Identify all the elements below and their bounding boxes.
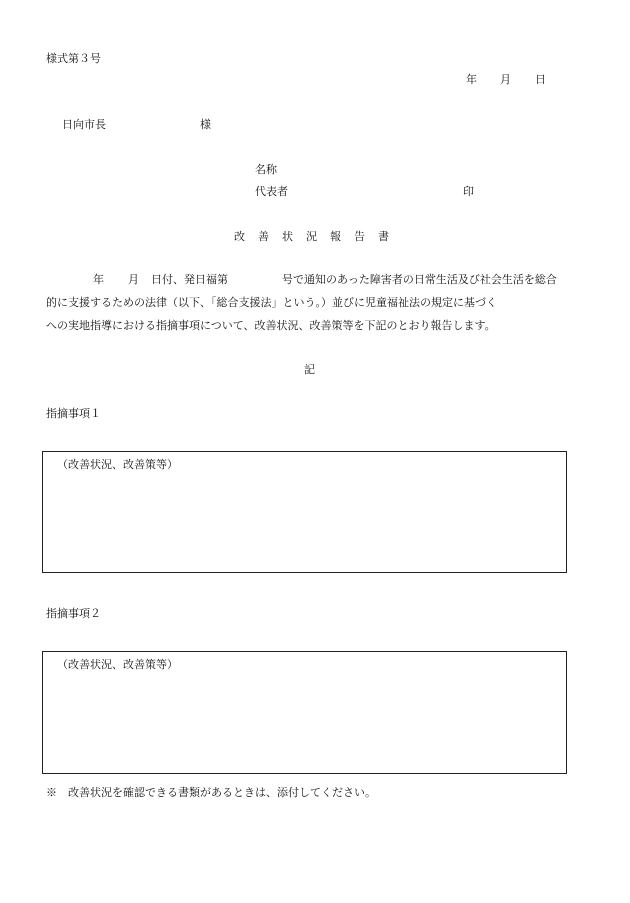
title-char: 告 <box>354 230 365 243</box>
form-number: 様式第３号 <box>46 52 101 65</box>
body-line2: 的に支援するための法律（以下、「総合支援法」という。）並びに児童福祉法の規定に基づく <box>46 296 497 309</box>
date-day: 日 <box>535 73 546 86</box>
item-2-heading: 指摘事項２ <box>46 607 101 620</box>
date-year: 年 <box>466 73 477 86</box>
date-month: 月 <box>500 73 511 86</box>
title-char: 報 <box>330 230 341 243</box>
seal-mark: 印 <box>463 185 474 198</box>
body-line3: への実地指導における指摘事項について、改善状況、改善策等を下記のとおり報告します。 <box>46 319 496 332</box>
title-char: 改 <box>234 230 245 243</box>
addressee-honorific: 様 <box>200 118 211 131</box>
item-2-box[interactable] <box>42 651 567 774</box>
item-1-box[interactable] <box>42 451 567 573</box>
body-issued: 日付、発日福第 <box>151 273 228 286</box>
body-line1-rest: 号で通知のあった障害者の日常生活及び社会生活を総合 <box>282 273 557 286</box>
name-label: 名称 <box>255 163 277 176</box>
ki-mark: 記 <box>304 363 315 376</box>
title-char: 状 <box>282 230 293 243</box>
title-char: 書 <box>378 230 389 243</box>
item-2-box-label: （改善状況、改善策等） <box>57 658 178 671</box>
title-char: 善 <box>258 230 269 243</box>
attachment-note: ※ 改善状況を確認できる書類があるときは、添付してください。 <box>46 786 376 799</box>
title-char: 況 <box>306 230 317 243</box>
addressee-title: 日向市長 <box>62 118 106 131</box>
body-month: 月 <box>128 273 139 286</box>
representative-label: 代表者 <box>255 185 288 198</box>
body-year: 年 <box>93 273 104 286</box>
item-1-heading: 指摘事項１ <box>46 407 101 420</box>
item-1-box-label: （改善状況、改善策等） <box>57 458 178 471</box>
